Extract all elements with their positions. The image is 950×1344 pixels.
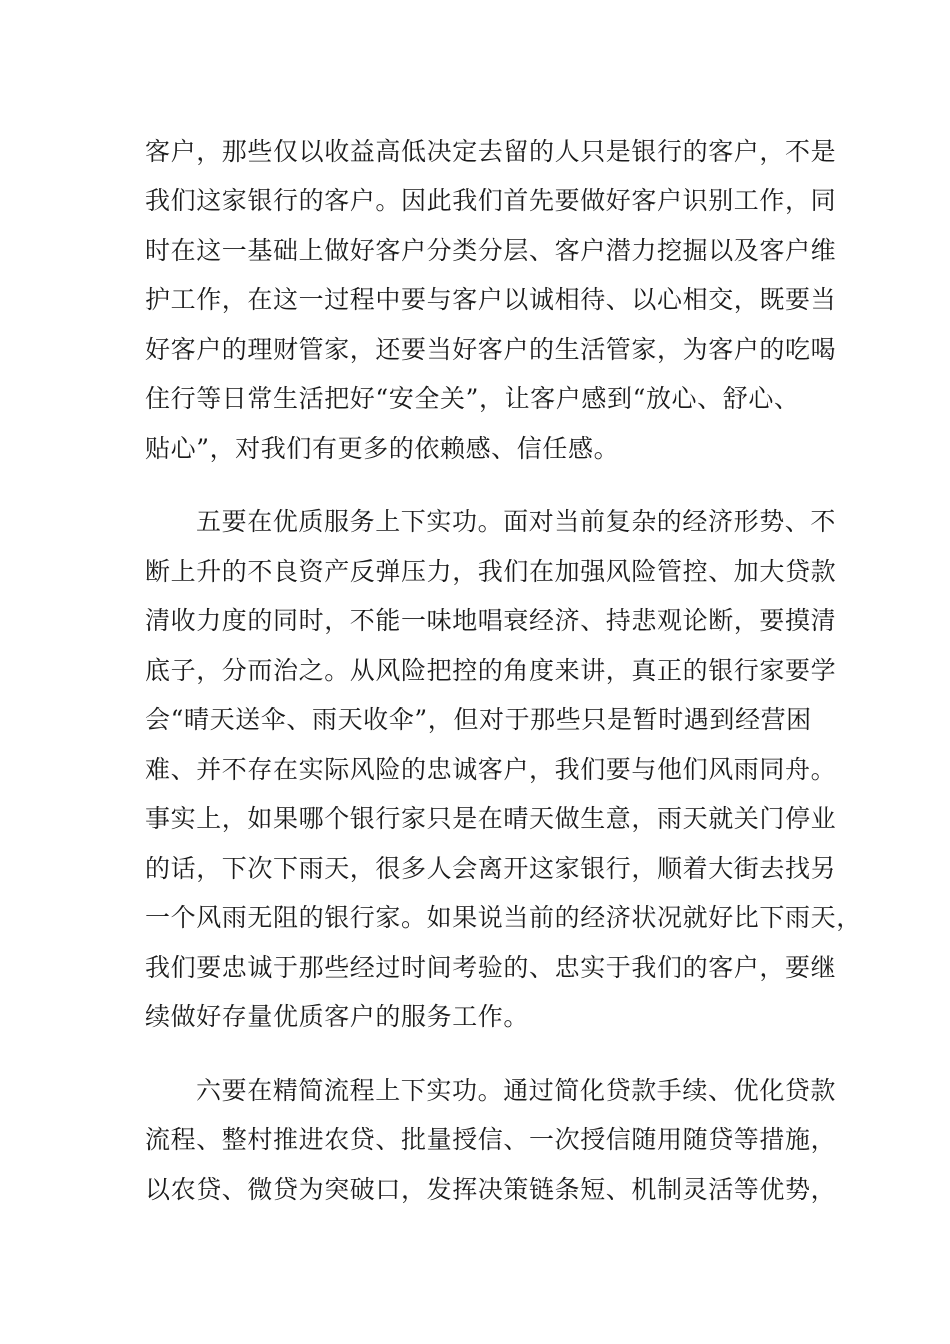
text-line: 清收力度的同时，不能一味地唱衰经济、持悲观论断，要摸清 <box>145 606 837 635</box>
text-line: 一个风雨无阻的银行家。如果说当前的经济状况就好比下雨天， <box>145 903 862 932</box>
text-line: 护工作，在这一过程中要与客户以诚相待、以心相交，既要当 <box>145 285 837 314</box>
text-line: 以农贷、微贷为突破口，发挥决策链条短、机制灵活等优势， <box>145 1175 837 1204</box>
text-line: 续做好存量优质客户的服务工作。 <box>145 1002 530 1031</box>
text-line: 流程、整村推进农贷、批量授信、一次授信随用随贷等措施， <box>145 1125 837 1154</box>
text-line: 住行等日常生活把好“安全关”，让客户感到“放心、舒心、 <box>145 384 800 413</box>
text-line: 事实上，如果哪个银行家只是在晴天做生意，雨天就关门停业 <box>145 804 837 833</box>
text-line: 难、并不存在实际风险的忠诚客户，我们要与他们风雨同舟。 <box>145 755 837 784</box>
text-line: 断上升的不良资产反弹压力，我们在加强风险管控、加大贷款 <box>145 557 837 586</box>
text-line: 六要在精简流程上下实功。通过简化贷款手续、优化贷款 <box>196 1076 837 1105</box>
text-line: 时在这一基础上做好客户分类分层、客户潜力挖掘以及客户维 <box>145 236 837 265</box>
text-line: 客户，那些仅以收益高低决定去留的人只是银行的客户，不是 <box>145 137 837 166</box>
text-line: 五要在优质服务上下实功。面对当前复杂的经济形势、不 <box>196 507 837 536</box>
text-line: 会“晴天送伞、雨天收伞”，但对于那些只是暂时遇到经营困 <box>145 705 812 734</box>
text-line: 底子，分而治之。从风险把控的角度来讲，真正的银行家要学 <box>145 656 837 685</box>
text-line: 的话，下次下雨天，很多人会离开这家银行，顺着大街去找另 <box>145 854 837 883</box>
text-line: 我们要忠诚于那些经过时间考验的、忠实于我们的客户，要继 <box>145 953 837 982</box>
text-line: 好客户的理财管家，还要当好客户的生活管家，为客户的吃喝 <box>145 335 837 364</box>
text-line: 我们这家银行的客户。因此我们首先要做好客户识别工作，同 <box>145 186 837 215</box>
text-line: 贴心”，对我们有更多的依赖感、信任感。 <box>145 434 620 463</box>
